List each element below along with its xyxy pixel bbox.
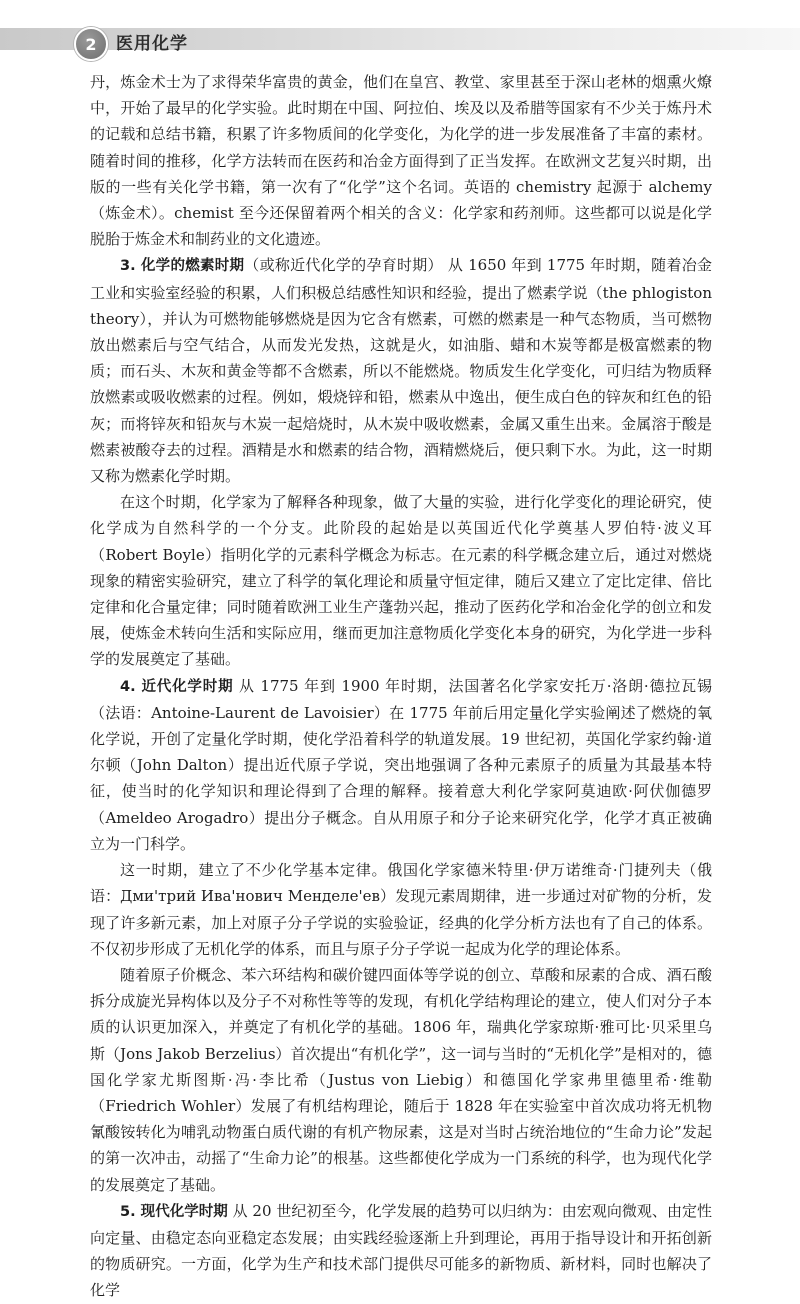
section-heading: 4. 近代化学时期: [120, 678, 234, 695]
paragraph: [90, 857, 712, 962]
paragraph-text: 在这个时期，化学家为了解释各种现象，做了大量的实验，进行化学变化的理论研究，使化学成为自然科学的一个分支。此阶段的起始是以英国近代化学奠基人罗伯特·波义耳（Robert Boyle）指明化学的元素科学概念为标志。在元素的科学概念建立后，通过对燃烧现象的精密实验研究，建立了科学的氧化理论和质量守恒定律，随后又建立了定比定律、倍比定律和化合量定律；同时随着欧洲工业生产蓬勃兴起，推动了医药化学和冶金化学的创立和发展，使炼金术转向生活和实际应用，继而更加注意物质化学变化本身的研究，为化学进一步科学的发展奠定了基础。: [90, 493, 712, 669]
page-header: [0, 0, 800, 64]
book-title: 医用化学: [116, 34, 188, 54]
paragraph: [90, 489, 712, 672]
paragraph-text: 丹，炼金术士为了求得荣华富贵的黄金，他们在皇宫、教堂、家里甚至于深山老林的烟熏火燎中，开始了最早的化学实验。此时期在中国、阿拉伯、埃及以及希腊等国家有不少关于炼丹术的记载和总结书籍，积累了许多物质间的化学变化，为化学的进一步发展准备了丰富的素材。随着时间的推移，化学方法转而在医药和冶金方面得到了正当发挥。在欧洲文艺复兴时期，出版的一些有关化学书籍，第一次有了“化学”这个名词。英语的 chemistry 起源于 alchemy（炼金术）。chemist 至今还保留着两个相关的含义：化学家和药剂师。这些都可以说是化学脱胎于炼金术和制药业的文化遗迹。: [90, 73, 712, 249]
paragraph: [90, 962, 712, 1198]
paragraph: [90, 1198, 712, 1304]
document-body: [90, 69, 712, 1304]
paragraph: [90, 673, 712, 857]
page-number-badge: 2: [74, 27, 108, 61]
paragraph: [90, 252, 712, 489]
paragraph: [90, 69, 712, 252]
paragraph-text: 从 20 世纪初至今，化学发展的趋势可以归纳为：由宏观向微观、由定性向定量、由稳定态向亚稳定态发展；由实践经验逐渐上升到理论，再用于指导设计和开拓创新的物质研究。一方面，化学为生产和技术部门提供尽可能多的新物质、新材料，同时也解决了化学: [90, 1201, 712, 1300]
section-heading: 5. 现代化学时期: [120, 1203, 228, 1220]
paragraph-text: （或称近代化学的孕育时期） 从 1650 年到 1775 年时期，随着冶金工业和实验室经验的积累，人们积极总结感性知识和经验，提出了燃素学说（the phlogiston theory），并认为可燃物能够燃烧是因为它含有燃素，可燃的燃素是一种气态物质，当可燃物放出燃素后与空气结合，从而发光发热，这就是火，如油脂、蜡和木炭等都是极富燃素的物质；而石头、木灰和黄金等都不含燃素，所以不能燃烧。物质发生化学变化，可归结为物质释放燃素或吸收燃素的过程。例如，煅烧锌和铅，燃素从中逸出，便生成白色的锌灰和红色的铅灰；而将锌灰和铅灰与木炭一起焙烧时，从木炭中吸收燃素，金属又重生出来。金属溶于酸是燃素被酸夺去的过程。酒精是水和燃素的结合物，酒精燃烧后，便只剩下水。为此，这一时期又称为燃素化学时期。: [90, 256, 712, 486]
paragraph-text: 随着原子价概念、苯六环结构和碳价键四面体等学说的创立、草酸和尿素的合成、酒石酸拆分成旋光异构体以及分子不对称性等等的发现，有机化学结构理论的建立，使人们对分子本质的认识更加深入，并奠定了有机化学的基础。1806 年，瑞典化学家琼斯·雅可比·贝采里乌斯（Jons Jakob Berzelius）首次提出“有机化学”，这一词与当时的“无机化学”是相对的，德国化学家尤斯图斯·冯·李比希（Justus von Liebig）和德国化学家弗里德里希·维勒（Friedrich Wohler）发展了有机结构理论，随后于 1828 年在实验室中首次成功将无机物氰酸铵转化为哺乳动物蛋白质代谢的有机产物尿素，这是对当时占统治地位的“生命力论”发起的第一次冲击，动摇了“生命力论”的根基。这些都使化学成为一门系统的科学，也为现代化学的发展奠定了基础。: [90, 965, 712, 1194]
paragraph-text: 从 1775 年到 1900 年时期，法国著名化学家安托万·洛朗·德拉瓦锡（法语：Antoine-Laurent de Lavoisier）在 1775 年前后用定量化学实验阐述了燃烧的氧化学说，开创了定量化学时期，使化学沿着科学的轨道发展。19 世纪初，英国化学家约翰·道尔顿（John Dalton）提出近代原子学说，突出地强调了各种元素原子的质量为其最基本特征，使当时的化学知识和理论得到了合理的解释。接着意大利化学家阿莫迪欧·阿伏伽德罗（Ameldeo Arogadro）提出分子概念。自从用原子和分子论来研究化学，化学才真正被确立为一门科学。: [90, 676, 712, 853]
paragraph-text: 这一时期，建立了不少化学基本定律。俄国化学家德米特里·伊万诺维奇·门捷列夫（俄语：Дми'трий Ива'нович Менделе'ев）发现元素周期律，进一步通过对矿物的分析，发现了许多新元素，加上对原子分子学说的实验验证，经典的化学分析方法也有了自己的体系。不仅初步形成了无机化学的体系，而且与原子分子学说一起成为化学的理论体系。: [90, 861, 712, 958]
section-heading: 3. 化学的燃素时期: [120, 258, 245, 275]
